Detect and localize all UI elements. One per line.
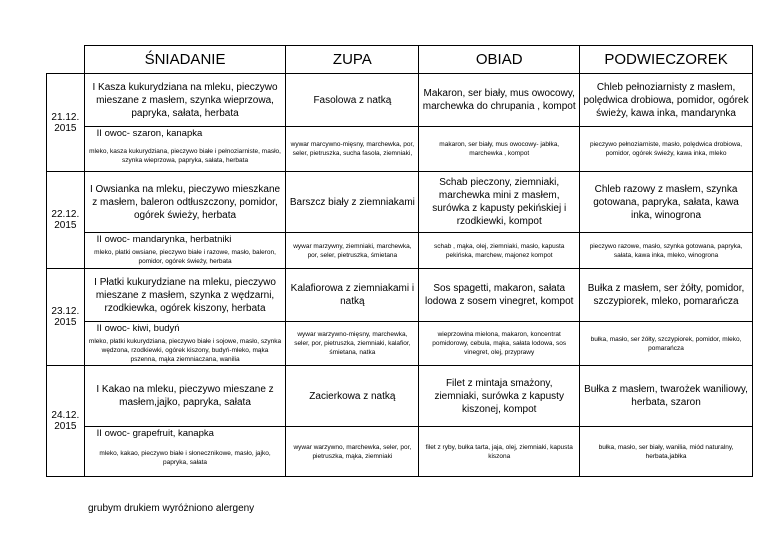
soup-ingredients: wywar marcywno-mięsny, marchewka, por, seler, pietruszka, sucha fasola, ziemniaki,: [286, 127, 419, 172]
breakfast-main: I Płatki kukurydziane na mleku, pieczywo mieszane z masłem, szynka z wędzarni, rzodkiewka, ogórek kiszony, herbata: [84, 269, 286, 322]
breakfast-ingredients: mleko, kasza kukurydziana, pieczywo białe i pełnoziarniste, masło, szynka wieprzowa, papryka, sałata, herbata: [84, 141, 286, 172]
snack-ingredients: bułka, masło, ser żółty, szczypiorek, pomidor, mleko, pomarańcza: [580, 322, 753, 366]
date-cell: [47, 366, 85, 477]
snack-name: Bułka z masłem, twarożek waniliowy, herbata, szaron: [580, 366, 753, 427]
lunch-ingredients: schab , mąka, olej, ziemniaki, masło, kapusta pekińska, marchew, majonez kompot: [419, 233, 580, 269]
soup-ingredients: wywar warzywno-mięsny, marchewka, seler, por, pietruszka, ziemniaki, kalafior, śmietana, natka: [286, 322, 419, 366]
breakfast-second: II owoc- grapefruit, kanapka: [84, 427, 286, 441]
lunch-name: Sos spagetti, makaron, sałata lodowa z sosem vinegret, kompot: [419, 269, 580, 322]
breakfast-ingredients: mleko, płatki kukurydziana, pieczywo białe i sojowe, masło, szynka wędzona, rzodkiewki, ogórek kiszony, budyń-mleko, mąka pszenna, mąka ziemniaczana, wanilia: [84, 335, 286, 366]
soup-ingredients: wywar warzywno, marchewka, seler, por, pietruszka, mąka, ziemniaki: [286, 427, 419, 477]
date-cell: [47, 269, 85, 366]
day-row: [47, 269, 753, 322]
header-snack: PODWIECZOREK: [580, 46, 753, 74]
soup-name: Zacierkowa z natką: [286, 366, 419, 427]
breakfast-ingredients: mleko, kakao, pieczywo białe i słonecznikowe, masło, jajko, papryka, sałata: [84, 440, 286, 477]
header-blank: [47, 46, 85, 74]
lunch-ingredients: wieprzowina mielona, makaron, koncentrat pomidorowy, cebula, mąka, sałata lodowa, sos vinegret, olej, przyprawy: [419, 322, 580, 366]
lunch-name: Schab pieczony, ziemniaki, marchewka mini z masłem, surówka z kapusty pekińskiej i rzodkiewki, kompot: [419, 172, 580, 233]
breakfast-ingredients: mleko, płatki owsiane, pieczywo białe i razowe, masło, baleron, pomidor, ogórek świeży, herbata: [84, 246, 286, 269]
day-row-sub: [47, 322, 753, 336]
header-breakfast: ŚNIADANIE: [84, 46, 286, 74]
date: 21.12. 2015: [51, 111, 80, 134]
breakfast-main: I Kasza kukurydziana na mleku, pieczywo mieszane z masłem, szynka wieprzowa, papryka, sałata, herbata: [84, 74, 286, 127]
snack-ingredients: pieczywo pełnoziarniste, masło, polędwica drobiowa, pomidor, ogórek świeży, kawa inka, mleko: [580, 127, 753, 172]
snack-name: Bułka z masłem, ser żółty, pomidor, szczypiorek, mleko, pomarańcza: [580, 269, 753, 322]
soup-ingredients: wywar marzywny, ziemniaki, marchewka, por, seler, pietruszka, śmietana: [286, 233, 419, 269]
date: 22.12. 2015: [51, 209, 80, 231]
breakfast-main: I Kakao na mleku, pieczywo mieszane z masłem,jajko, papryka, sałata: [84, 366, 286, 427]
lunch-ingredients: makaron, ser biały, mus owocowy- jabłka, marchewka , kompot: [419, 127, 580, 172]
breakfast-main: I Owsianka na mleku, pieczywo mieszkane z masłem, baleron odtłuszczony, pomidor, ogórek świeży, herbata: [84, 172, 286, 233]
footer-note: grubym drukiem wyróżniono alergeny: [88, 503, 255, 514]
breakfast-second: II owoc- kiwi, budyń: [84, 322, 286, 336]
date: 23.12. 2015: [51, 306, 80, 328]
breakfast-second: II owoc- mandarynka, herbatniki: [84, 233, 286, 247]
day-row-sub: [47, 427, 753, 441]
soup-name: Barszcz biały z ziemniakami: [286, 172, 419, 233]
header-lunch: OBIAD: [419, 46, 580, 74]
day-row-sub: [47, 127, 753, 142]
snack-name: Chleb pełnoziarnisty z masłem, polędwica drobiowa, pomidor, ogórek świeży, kawa inka, mandarynka: [580, 74, 753, 127]
menu-table: [46, 45, 753, 477]
header-row: [47, 46, 753, 74]
snack-ingredients: pieczywo razowe, masło, szynka gotowana, papryka, sałata, kawa inka, mleko, winogrona: [580, 233, 753, 269]
lunch-name: Filet z mintaja smażony, ziemniaki, surówka z kapusty kiszonej, kompot: [419, 366, 580, 427]
date-cell: [47, 172, 85, 269]
day-row: [47, 366, 753, 427]
lunch-name: Makaron, ser biały, mus owocowy, marchewka do chrupania , kompot: [419, 74, 580, 127]
soup-name: Fasolowa z natką: [286, 74, 419, 127]
date-cell: [47, 74, 85, 172]
lunch-ingredients: filet z ryby, bułka tarta, jaja, olej, ziemniaki, kapusta kiszona: [419, 427, 580, 477]
day-row: [47, 172, 753, 233]
date: 24.12. 2015: [51, 410, 80, 432]
day-row: [47, 74, 753, 127]
breakfast-second: II owoc- szaron, kanapka: [84, 127, 286, 142]
soup-name: Kalafiorowa z ziemniakami i natką: [286, 269, 419, 322]
day-row-sub: [47, 233, 753, 247]
header-soup: ZUPA: [286, 46, 419, 74]
snack-name: Chleb razowy z masłem, szynka gotowana, papryka, sałata, kawa inka, winogrona: [580, 172, 753, 233]
snack-ingredients: bułka, masło, ser biały, wanilia, miód naturalny, herbata,jabłka: [580, 427, 753, 477]
